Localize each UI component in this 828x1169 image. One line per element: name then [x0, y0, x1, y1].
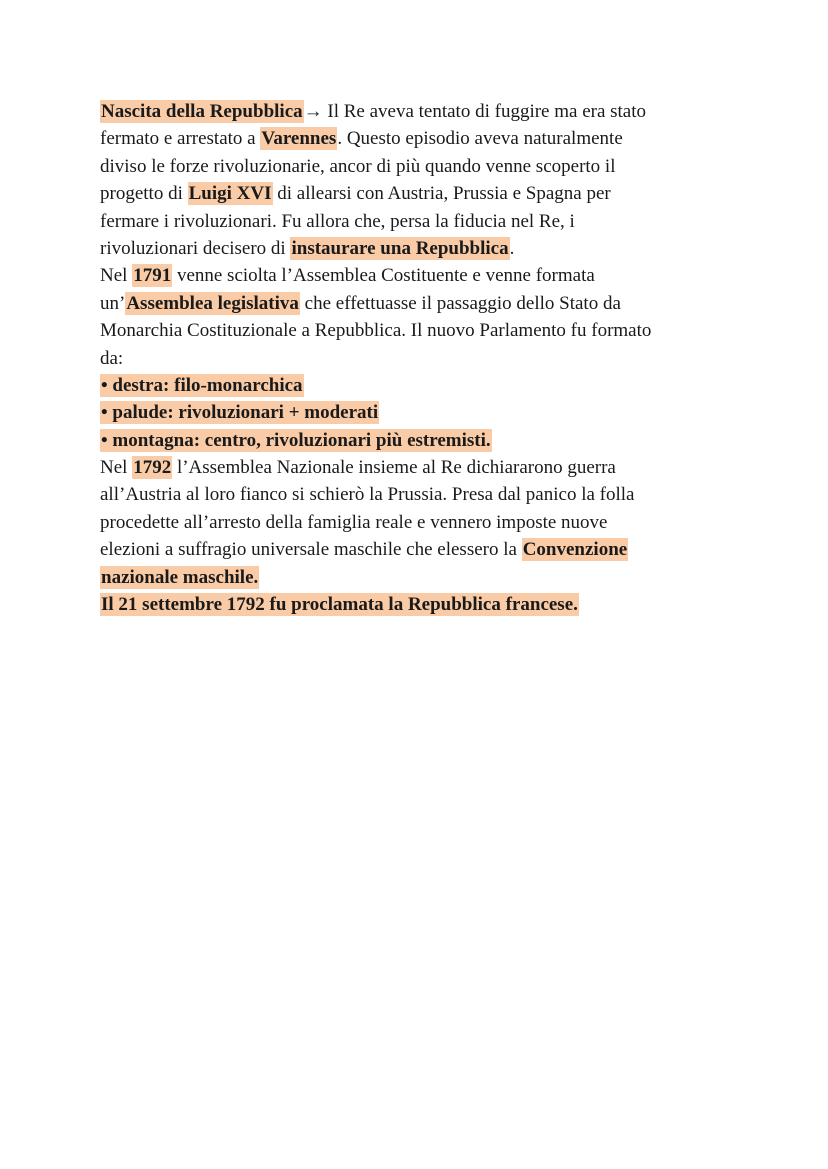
text-line	[100, 399, 740, 426]
highlighted-text: • palude: rivoluzionari + moderati	[101, 402, 379, 424]
text-run: → Il Re aveva tentato di fuggire ma era stato	[303, 101, 647, 122]
text-run: elezioni a suffragio universale maschile che elessero la	[100, 539, 522, 561]
text-run: . Questo episodio aveva naturalmente	[337, 128, 623, 150]
text-line	[100, 208, 740, 235]
text-run: .	[509, 237, 515, 259]
text-run: rivoluzionari decisero di	[100, 237, 291, 259]
text-line	[100, 454, 740, 481]
text-run: all’Austria al loro fianco si schierò la Prussia. Presa dal panico la folla	[100, 484, 635, 506]
text-run: venne sciolta l’Assemblea Costituente e venne formata	[172, 265, 595, 287]
highlighted-text: Il 21 settembre 1792 fu proclamata la Repubblica francese.	[101, 594, 578, 616]
text-run: l’Assemblea Nazionale insieme al Re dichiararono guerra	[172, 457, 616, 479]
text-run: fermare i rivoluzionari. Fu allora che, persa la fiducia nel Re, i	[100, 210, 575, 232]
highlighted-text: 1791	[133, 265, 172, 287]
text-run: un’	[100, 292, 126, 314]
text-run: che effettuasse il passaggio dello Stato da	[299, 292, 621, 314]
text-run: Nel	[100, 265, 133, 287]
text-run: di allearsi con Austria, Prussia e Spagna per	[272, 183, 611, 205]
text-run: diviso le forze rivoluzionarie, ancor di più quando venne scoperto il	[100, 155, 616, 177]
highlighted-text: Nascita della Repubblica	[101, 101, 303, 122]
text-line	[100, 564, 740, 591]
text-run: Nel	[100, 457, 133, 479]
text-run: da:	[100, 347, 124, 369]
text-line	[100, 536, 740, 563]
text-line	[100, 125, 740, 152]
text-run: fermato e arrestato a	[100, 128, 261, 150]
text-run: progetto di	[100, 183, 188, 205]
text-line	[100, 345, 740, 372]
highlighted-text: Convenzione	[522, 539, 628, 561]
text-line	[100, 290, 740, 317]
text-line	[100, 481, 740, 508]
text-run: procedette all’arresto della famiglia reale e vennero imposte nuove	[100, 511, 608, 533]
highlighted-text: instaurare una Repubblica	[291, 237, 509, 259]
document-body	[100, 98, 740, 618]
highlighted-text: • montagna: centro, rivoluzionari più estremisti.	[101, 429, 491, 451]
text-line	[100, 235, 740, 262]
text-line	[100, 317, 740, 344]
text-line	[100, 427, 740, 454]
highlighted-text: Luigi XVI	[188, 183, 272, 205]
text-line	[100, 262, 740, 289]
highlighted-text: Assemblea legislativa	[126, 292, 299, 314]
text-run: Monarchia Costituzionale a Repubblica. Il nuovo Parlamento fu formato	[100, 320, 652, 342]
text-line	[100, 153, 740, 180]
text-line	[100, 509, 740, 536]
text-line	[100, 98, 740, 125]
highlighted-text: 1792	[133, 457, 172, 479]
highlighted-text: • destra: filo-monarchica	[101, 374, 303, 396]
text-line	[100, 372, 740, 399]
highlighted-text: nazionale maschile.	[101, 566, 259, 588]
highlighted-text: Varennes	[261, 128, 337, 150]
text-line	[100, 180, 740, 207]
text-line	[100, 591, 740, 618]
